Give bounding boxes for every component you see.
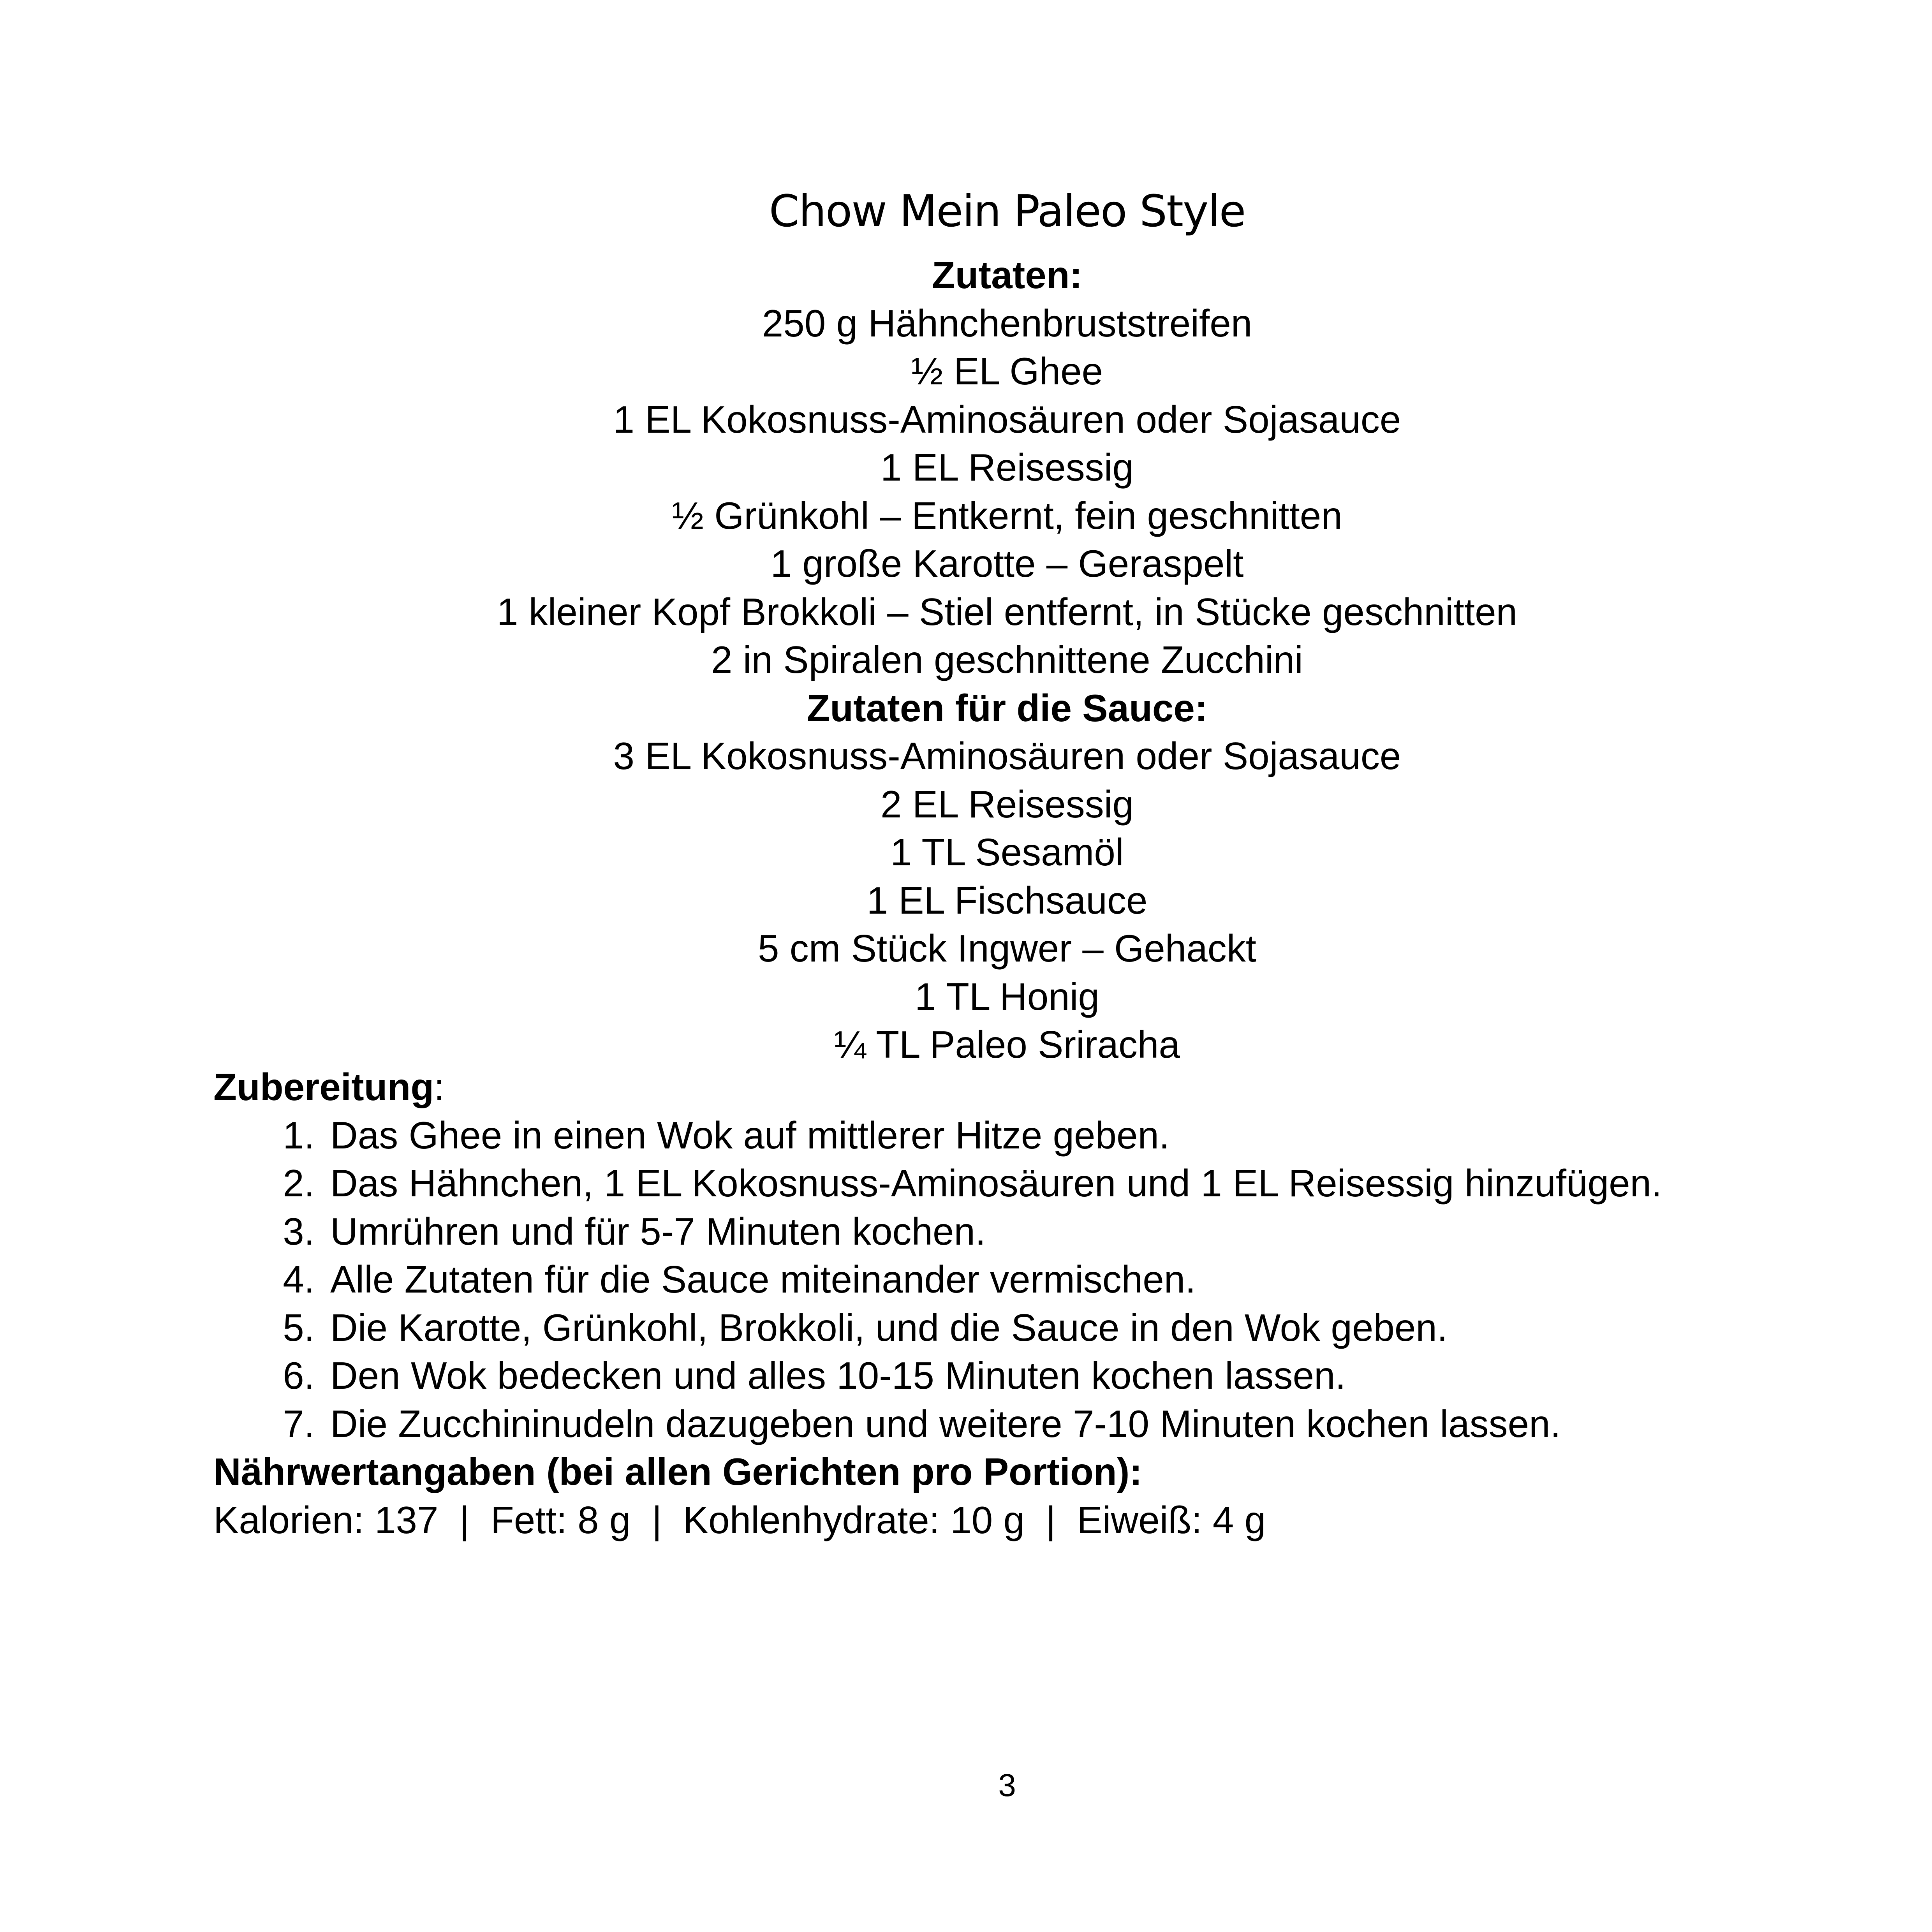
step-text: Das Hähnchen, 1 EL Kokosnuss-Aminosäuren und 1 EL Reisessig hinzufügen. (330, 1162, 1662, 1205)
step-item (213, 1304, 1888, 1352)
step-item (213, 1111, 1888, 1160)
recipe-title: Chow Mein Paleo Style (769, 186, 1245, 237)
step-number: 6. (283, 1354, 315, 1397)
page-number: 3 (998, 1768, 1016, 1803)
step-number: 3. (283, 1210, 315, 1253)
sauce-item: 5 cm Stück Ingwer – Gehackt (758, 927, 1256, 970)
ingredient-item: ½ Grünkohl – Entkernt, fein geschnitten (672, 494, 1342, 537)
step-text: Das Ghee in einen Wok auf mittlerer Hitze geben. (330, 1113, 1170, 1157)
step-text: Die Karotte, Grünkohl, Brokkoli, und die Sauce in den Wok geben. (330, 1306, 1448, 1349)
ingredient-item: 1 kleiner Kopf Brokkoli – Stiel entfernt, in Stücke geschnitten (497, 590, 1518, 633)
preparation-steps (213, 1111, 1888, 1448)
step-number: 4. (283, 1258, 315, 1301)
preparation-heading-colon: : (434, 1066, 445, 1108)
sauce-heading: Zutaten für die Sauce: (807, 686, 1208, 729)
step-text: Alle Zutaten für die Sauce miteinander vermischen. (330, 1258, 1196, 1301)
step-item (213, 1208, 1888, 1256)
nutrition-values: Kalorien: 137 | Fett: 8 g | Kohlenhydrate: 10 g | Eiweiß: 4 g (213, 1498, 1266, 1541)
ingredient-item: 1 EL Reisessig (880, 446, 1134, 489)
sauce-item: 2 EL Reisessig (880, 782, 1134, 826)
step-item (213, 1159, 1888, 1208)
step-number: 7. (283, 1402, 315, 1445)
step-number: 2. (283, 1162, 315, 1205)
ingredient-item: ½ EL Ghee (911, 350, 1103, 393)
ingredient-item: 1 große Karotte – Geraspelt (770, 542, 1244, 585)
step-number: 5. (283, 1306, 315, 1349)
sauce-item: 1 TL Sesamöl (890, 831, 1124, 874)
sauce-item: 3 EL Kokosnuss-Aminosäuren oder Sojasauce (613, 734, 1401, 777)
preparation-heading: Zubereitung (213, 1066, 434, 1108)
preparation-section (213, 1063, 1888, 1544)
step-text: Die Zucchininudeln dazugeben und weitere 7-10 Minuten kochen lassen. (330, 1402, 1561, 1445)
ingredient-item: 250 g Hähnchenbruststreifen (762, 301, 1252, 345)
step-number: 1. (283, 1113, 315, 1157)
nutrition-heading: Nährwertangaben (bei allen Gerichten pro Portion): (213, 1450, 1142, 1493)
sauce-item: 1 EL Fischsauce (866, 879, 1148, 922)
step-text: Umrühren und für 5-7 Minuten kochen. (330, 1210, 986, 1253)
preparation-heading-line (213, 1063, 1888, 1111)
ingredient-item: 1 EL Kokosnuss-Aminosäuren oder Sojasauce (613, 398, 1401, 441)
step-item (213, 1256, 1888, 1304)
step-item (213, 1352, 1888, 1400)
sauce-item: 1 TL Honig (915, 975, 1099, 1018)
sauce-item: ¼ TL Paleo Sriracha (834, 1023, 1180, 1066)
ingredients-section (0, 251, 1932, 1069)
step-item (213, 1400, 1888, 1448)
ingredients-heading: Zutaten: (932, 254, 1083, 296)
step-text: Den Wok bedecken und alles 10-15 Minuten kochen lassen. (330, 1354, 1346, 1397)
ingredient-item: 2 in Spiralen geschnittene Zucchini (711, 638, 1303, 681)
